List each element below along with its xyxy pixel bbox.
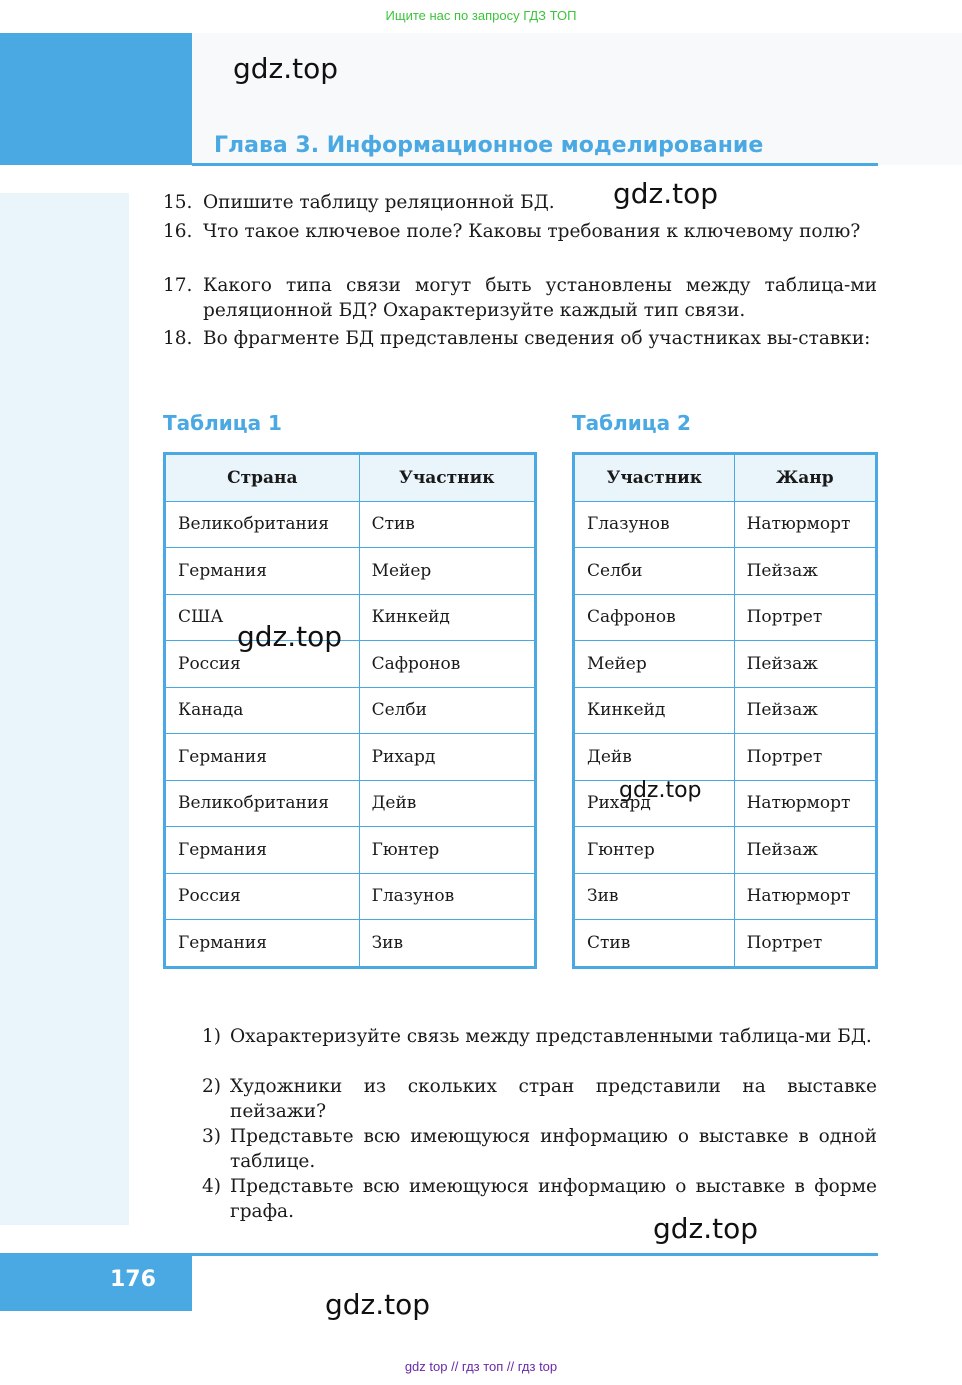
subquestion-text: Художники из скольких стран представили на выставке пейзажи?	[230, 1076, 877, 1122]
table-cell: Глазунов	[574, 501, 735, 548]
table-cell: Кинкейд	[574, 687, 735, 734]
table-cell: Канада	[165, 687, 360, 734]
subquestion-text: Представьте всю имеющуюся информацию о выставке в одной таблице.	[230, 1126, 877, 1172]
top-search-banner: Ищите нас по запросу ГДЗ ТОП	[385, 8, 577, 23]
table-cell: Сафронов	[359, 641, 535, 688]
header-color-block	[0, 33, 192, 165]
table-row	[165, 920, 536, 968]
table-cell: Дейв	[574, 734, 735, 781]
table-cell: Селби	[359, 687, 535, 734]
table-cell: Стив	[574, 920, 735, 968]
watermark: gdz.top	[619, 778, 702, 803]
table-row	[574, 734, 877, 781]
table-row	[165, 734, 536, 781]
subquestion-number: 2)	[202, 1076, 221, 1097]
table-cell: Кинкейд	[359, 594, 535, 641]
question-number: 17.	[163, 275, 193, 296]
page-number-box	[0, 1253, 192, 1311]
table-cell: Рихард	[359, 734, 535, 781]
column-header: Участник	[359, 454, 535, 502]
table-cell: Пейзаж	[734, 548, 876, 595]
table-cell: Пейзаж	[734, 687, 876, 734]
subquestion-number: 1)	[202, 1026, 221, 1047]
subquestion-4	[202, 1174, 877, 1224]
table-cell: Гюнтер	[359, 827, 535, 874]
table-cell: Мейер	[574, 641, 735, 688]
table1	[163, 452, 537, 969]
table-cell: Мейер	[359, 548, 535, 595]
table-row	[165, 501, 536, 548]
table-row	[165, 780, 536, 827]
table-cell: Германия	[165, 920, 360, 968]
chapter-rule	[192, 163, 878, 166]
table-header-row	[165, 454, 536, 502]
question-number: 15.	[163, 192, 193, 213]
table-header-row	[574, 454, 877, 502]
table-row	[574, 920, 877, 968]
table-cell: США	[165, 594, 360, 641]
table-cell: Зив	[574, 873, 735, 920]
table-row	[574, 501, 877, 548]
subquestion-2	[202, 1074, 877, 1124]
table-row	[165, 594, 536, 641]
column-header: Участник	[574, 454, 735, 502]
table-cell: Сафронов	[574, 594, 735, 641]
table-row	[165, 641, 536, 688]
watermark: gdz.top	[613, 177, 719, 210]
watermark: gdz.top	[237, 620, 343, 653]
question-text: Какого типа связи могут быть установлены между таблица-ми реляционной БД? Охарактеризуйте каждый тип связи.	[203, 275, 877, 321]
question-15	[163, 190, 877, 215]
table-cell: Натюрморт	[734, 780, 876, 827]
question-text: Опишите таблицу реляционной БД.	[203, 192, 555, 213]
table-row	[574, 873, 877, 920]
table-cell: Портрет	[734, 734, 876, 781]
question-16	[163, 219, 877, 244]
page-number: 176	[110, 1267, 156, 1292]
subquestion-text: Представьте всю имеющуюся информацию о выставке в форме графа.	[230, 1176, 877, 1222]
table-row	[165, 873, 536, 920]
table-row	[165, 827, 536, 874]
table-cell: Великобритания	[165, 501, 360, 548]
table-cell: Натюрморт	[734, 501, 876, 548]
table-cell: Россия	[165, 641, 360, 688]
question-18	[163, 326, 877, 351]
table1-caption: Таблица 1	[163, 411, 282, 435]
table-cell: Пейзаж	[734, 827, 876, 874]
subquestion-text: Охарактеризуйте связь между представленными таблица-ми БД.	[230, 1026, 872, 1047]
chapter-title: Глава 3. Информационное моделирование	[214, 133, 764, 158]
table-cell: Натюрморт	[734, 873, 876, 920]
table-cell: Великобритания	[165, 780, 360, 827]
table-cell: Портрет	[734, 920, 876, 968]
table-cell: Пейзаж	[734, 641, 876, 688]
column-header: Страна	[165, 454, 360, 502]
question-text: Во фрагменте БД представлены сведения об участниках вы-ставки:	[203, 328, 871, 349]
table-row	[165, 548, 536, 595]
question-text: Что такое ключевое поле? Каковы требования к ключевому полю?	[203, 221, 861, 242]
table-cell: Гюнтер	[574, 827, 735, 874]
watermark: gdz.top	[325, 1288, 431, 1321]
table-cell: Россия	[165, 873, 360, 920]
question-number: 18.	[163, 328, 193, 349]
left-margin-strip	[0, 193, 129, 1225]
table-cell: Германия	[165, 548, 360, 595]
table2	[572, 452, 878, 969]
table-row	[574, 548, 877, 595]
subquestion-number: 3)	[202, 1126, 221, 1147]
table-cell: Селби	[574, 548, 735, 595]
column-header: Жанр	[734, 454, 876, 502]
watermark: gdz.top	[653, 1212, 759, 1245]
table-row	[574, 827, 877, 874]
bottom-links[interactable]: gdz top // гдз топ // гдз top	[404, 1359, 558, 1374]
subquestion-3	[202, 1124, 877, 1174]
question-number: 16.	[163, 221, 193, 242]
watermark: gdz.top	[233, 52, 339, 85]
table2-caption: Таблица 2	[572, 411, 691, 435]
subquestion-number: 4)	[202, 1176, 221, 1197]
table-cell: Глазунов	[359, 873, 535, 920]
table-cell: Зив	[359, 920, 535, 968]
table-row	[574, 641, 877, 688]
table-cell: Портрет	[734, 594, 876, 641]
table-cell: Германия	[165, 734, 360, 781]
subquestion-1	[202, 1024, 877, 1049]
table-row	[574, 594, 877, 641]
table-cell: Рихард	[574, 780, 735, 827]
table-cell: Германия	[165, 827, 360, 874]
question-17	[163, 273, 877, 323]
table-cell: Дейв	[359, 780, 535, 827]
table-row	[574, 687, 877, 734]
table-cell: Стив	[359, 501, 535, 548]
table-row	[165, 687, 536, 734]
